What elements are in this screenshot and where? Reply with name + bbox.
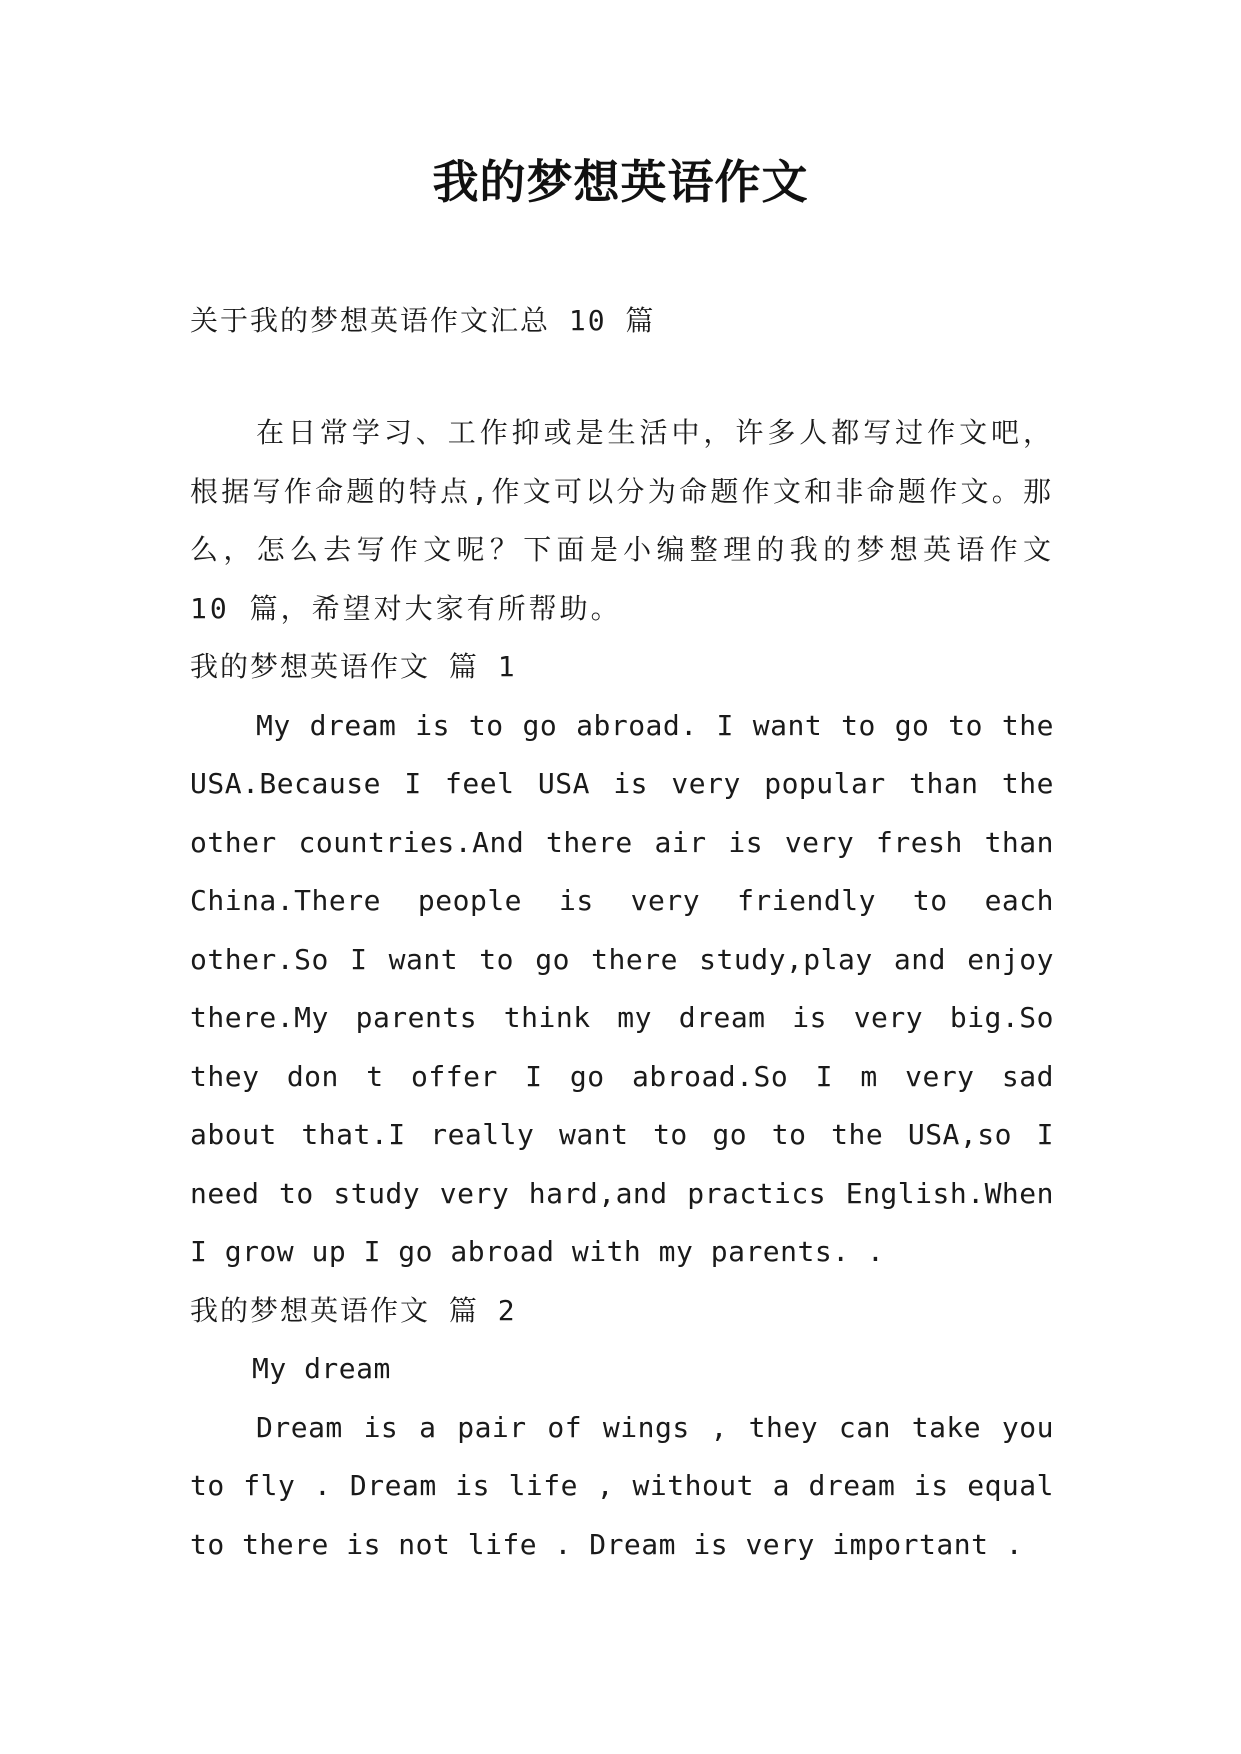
section-2-paragraph-1: My dream	[252, 1352, 391, 1385]
document-subtitle: 关于我的梦想英语作文汇总 10 篇	[190, 304, 656, 337]
section-1-paragraph-1: My dream is to go abroad. I want to go to the USA.Because I feel USA is very popular than the other countries.And there air is very fresh than China.There people is very friendly to each other.So I want to go there study,play and enjoy there.My parents think my dream is very big.So they don t offer I go abroad.So I m very sad about that.I really want to go to the USA,so I need to study very hard,and practics English.When I grow up I go abroad with my parents. .	[190, 708, 1054, 1268]
section-2-paragraph-2: Dream is a pair of wings , they can take you to fly . Dream is life , without a dream is equal to there is not life . Dream is very important .	[190, 1410, 1054, 1561]
section-heading-1: 我的梦想英语作文 篇 1	[190, 650, 517, 683]
intro-paragraph: 在日常学习、工作抑或是生活中，许多人都写过作文吧，根据写作命题的特点,作文可以分为命题作文和非命题作文。那么，怎么去写作文呢？下面是小编整理的我的梦想英语作文 10 篇，希望对大家有所帮助。	[190, 416, 1054, 625]
document-body	[190, 404, 1054, 1574]
document-title: 我的梦想英语作文	[432, 155, 809, 209]
section-heading-2: 我的梦想英语作文 篇 2	[190, 1293, 517, 1327]
